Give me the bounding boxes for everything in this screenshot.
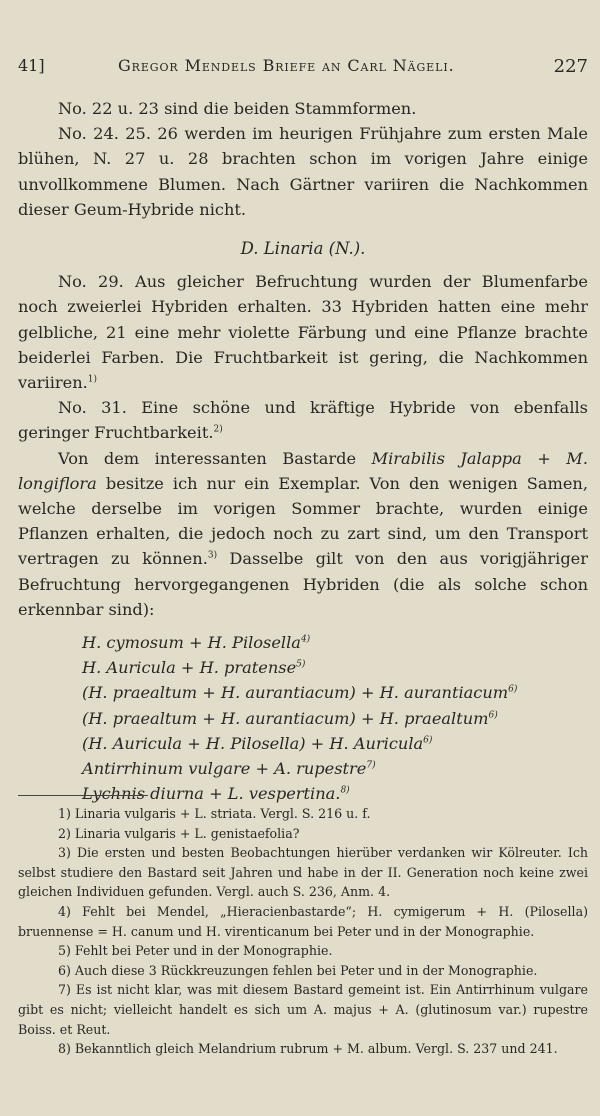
hybrid-name: (H. praealtum + H. aurantiacum) + H. aurantiacum [82,683,509,703]
main-text [18,96,588,806]
footnote-ref: 6) [508,685,518,696]
hybrid-item [82,781,588,806]
hybrid-name: (H. praealtum + H. aurantiacum) + H. praealtum [82,708,489,728]
hybrid-item [82,655,588,680]
footnote-ref-2: 2) [213,425,223,436]
footnote-3: 3) Die ersten und besten Beobachtungen hierüber verdanken wir Kölreuter. Ich selbst studiere den Bastard seit Jahren und habe in der II. Generation noch keine zwei gleichen Individuen gefunden. Vergl. auch S. 236, Anm. 4. [18,845,588,900]
page-number: 227 [553,56,588,77]
mirabilis-text-a: Von dem interessanten Bastarde [58,448,372,468]
footnote-divider [18,795,148,796]
footnote-ref-1: 1) [87,374,98,385]
footnote-2: 2) Linaria vulgaris + L. genistaefolia? [58,825,300,841]
chapter-marker: 41] [18,56,45,75]
footnote-ref: 6) [423,735,433,746]
mirabilis-species: Mirabilis Jalappa + M. longiflora [18,448,588,493]
hybrid-name: Antirrhinum vulgare + A. rupestre [82,759,367,779]
hybrid-name: H. Auricula + H. pratense [82,658,297,678]
footnote-5: 5) Fehlt bei Peter und in der Monographie. [58,943,333,959]
mirabilis-text-c: besitze ich nur ein Exemplar. Von den wenigen Samen, welche derselbe im vorigen Sommer brachte, wurden einige Pflanzen erhalten, die jedoch noch zu zart sind, um den Transport vertragen zu können. [18,473,588,569]
footnotes [18,804,588,1059]
no29-text: No. 29. Aus gleicher Befruchtung wurden der Blumenfarbe noch zweierlei Hybriden erhalten. 33 Hybriden hatten eine mehr gelbliche, 21 eine mehr violette Färbung und eine Pflanze brachte beiderlei Farben. Die Fruchtbarkeit ist gering, die Nachkommen variiren. [18,272,588,393]
no31-text: No. 31. Eine schöne und kräftige Hybride von ebenfalls geringer Fruchtbarkeit. [18,398,588,443]
hybrid-item [82,731,588,756]
hybrid-name: (H. Auricula + H. Pilosella) + H. Auricula [82,733,424,753]
section-heading-linaria: D. Linaria (N.). [240,239,366,259]
paragraph-no29 [18,269,588,395]
running-header [18,56,588,84]
hybrid-name: H. cymosum + H. Pilosella [82,633,301,653]
footnote-ref-3: 3) [207,551,218,562]
footnote-7: 7) Es ist nicht klar, was mit diesem Bastard gemeint ist. Ein Antirrhinum vulgare gibt es nicht; vielleicht handelt es sich um A. majus + A. (glutinosum var.) rupestre Boiss. et Reut. [18,982,588,1037]
paragraph-geum: No. 24. 25. 26 werden im heurigen Frühjahre zum ersten Male blühen, N. 27 u. 28 brachten schon im vorigen Jahre einige unvollkommene Blumen. Nach Gärtner variiren die Nachkommen dieser Geum-Hybride nicht. [18,124,588,219]
hybrid-item [82,756,588,781]
footnote-1: 1) Linaria vulgaris + L. striata. Vergl. S. 216 u. f. [58,806,371,821]
footnote-6: 6) Auch diese 3 Rückkreuzungen fehlen bei Peter und in der Monographie. [58,962,538,978]
footnote-ref: 8) [340,785,350,796]
hybrid-item [82,630,588,655]
paragraph-no31 [18,395,588,445]
hybrid-item [82,706,588,731]
footnote-ref: 6) [488,710,498,721]
mirabilis-text-d: Dasselbe gilt von den aus vorigjähriger Befruchtung hervorgegangenen Hybriden (die als solche schon erkennbar sind): [18,549,588,619]
paragraph-stammformen: No. 22 u. 23 sind die beiden Stammformen. [58,99,417,118]
hybrid-item [82,680,588,705]
hybrid-list [82,630,588,806]
footnote-ref: 7) [366,760,376,771]
running-title: Gregor Mendels Briefe an Carl Nägeli. [118,56,455,75]
footnote-ref: 5) [296,659,306,670]
paragraph-mirabilis [18,446,588,622]
hybrid-name: Lychnis diurna + L. vespertina. [82,784,341,804]
footnote-8: 8) Bekanntlich gleich Melandrium rubrum + M. album. Vergl. S. 237 und 241. [58,1041,558,1057]
footnote-4: 4) Fehlt bei Mendel, „Hieracienbastarde“; H. cymigerum + H. (Pilosella) bruennense = H. canum und H. virenticanum bei Peter und in der Monographie. [18,903,588,939]
footnote-ref: 4) [300,634,311,645]
